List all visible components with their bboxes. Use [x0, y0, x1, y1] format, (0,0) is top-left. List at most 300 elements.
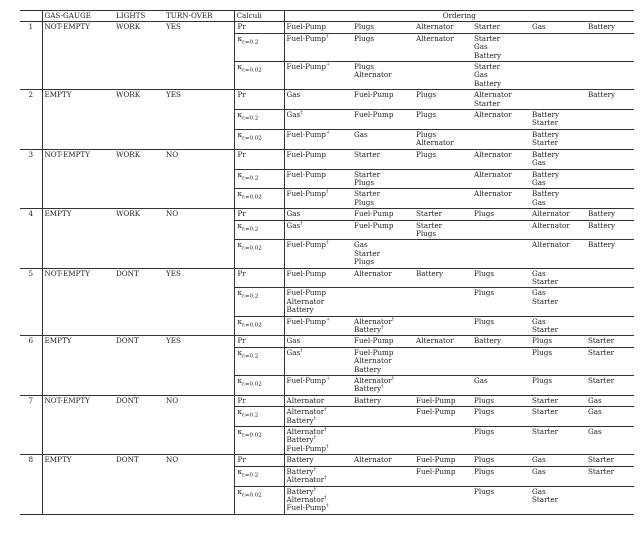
ordering-cell — [414, 209, 472, 220]
ordering-item: Alternator — [474, 169, 512, 179]
ordering-item: Gas — [588, 395, 602, 405]
ordering-cell — [352, 22, 414, 33]
calculus-subscript: ε=0.2 — [242, 293, 259, 300]
ordering-cell — [472, 455, 530, 466]
table-row — [20, 268, 634, 288]
ordering-cell — [472, 288, 530, 316]
mark-symbol: † — [313, 415, 317, 422]
ordering-item: Alternator — [474, 90, 512, 100]
gas-gauge-value: EMPTY — [42, 90, 114, 149]
ordering-item: Alternator† — [354, 316, 395, 326]
ordering-cell — [472, 347, 530, 375]
ordering-cell — [284, 209, 352, 220]
ordering-item: Plugs — [474, 209, 495, 219]
calculus-label: $\kappa_{\varepsilon=0.2}$ — [234, 466, 284, 486]
ordering-cell — [352, 407, 414, 427]
ordering-item: Fuel-Pump† — [286, 239, 329, 250]
ordering-item: Starter — [474, 22, 501, 32]
table-row — [20, 209, 634, 220]
mark-symbol: † — [324, 406, 327, 413]
ordering-cell — [414, 90, 472, 110]
ordering-item: Plugs — [354, 62, 375, 72]
ordering-item: Starter — [416, 209, 443, 219]
ordering-item: Fuel-Pump† — [286, 33, 329, 43]
lights-value: WORK — [114, 90, 164, 149]
ordering-cell — [472, 110, 530, 130]
ordering-cell — [586, 22, 634, 33]
ordering-item: Fuel-Pump — [416, 407, 456, 417]
ordering-cell — [530, 209, 586, 220]
ordering-item: Gas — [532, 466, 546, 476]
header-row — [20, 11, 634, 22]
table-row — [20, 22, 634, 33]
ordering-cell — [414, 220, 472, 240]
calculus-label: Pr — [234, 209, 284, 220]
ordering-cell — [284, 129, 352, 149]
ordering-item: Battery — [474, 336, 502, 346]
ordering-item: Gas — [532, 455, 546, 465]
ordering-cell — [586, 169, 634, 189]
ordering-item: Fuel-Pump — [354, 336, 394, 346]
ordering-item: Gas — [286, 336, 301, 346]
turn-over-value: YES — [164, 336, 234, 395]
ordering-item: Gas — [354, 240, 368, 250]
ordering-cell — [530, 220, 586, 240]
ordering-cell — [352, 220, 414, 240]
gas-gauge-value: EMPTY — [42, 209, 114, 268]
case-number: 4 — [20, 209, 42, 268]
ordering-item: Plugs — [474, 466, 495, 476]
ordering-item: Starter — [354, 169, 381, 179]
calculus-label: $\kappa_{\varepsilon=0.2}$ — [234, 110, 284, 130]
turn-over-value: NO — [164, 149, 234, 208]
ordering-item: Alternator† — [286, 406, 327, 417]
ordering-item: Alternator — [474, 110, 512, 120]
ordering-item: Fuel-Pump+ — [286, 129, 331, 139]
ordering-item: Battery — [588, 209, 616, 219]
ordering-item: Gas — [474, 376, 488, 386]
ordering-cell — [284, 90, 352, 110]
ordering-item: Fuel-Pump — [416, 455, 456, 465]
table-row — [20, 90, 634, 110]
ordering-cell — [414, 316, 472, 336]
ordering-cell — [414, 22, 472, 33]
mark-symbol: † — [325, 502, 329, 509]
ordering-cell — [352, 129, 414, 149]
calculus-label: Pr — [234, 395, 284, 406]
ordering-cell — [472, 240, 530, 268]
ordering-cell — [530, 169, 586, 189]
ordering-item: Alternator — [532, 220, 570, 230]
ordering-item: Starter — [354, 248, 381, 258]
col-header-calculi: Calculi — [234, 11, 284, 22]
turn-over-value: NO — [164, 395, 234, 454]
col-header-num — [20, 11, 42, 22]
ordering-item: Battery — [354, 395, 382, 405]
ordering-cell — [586, 376, 634, 396]
calculus-label: Pr — [234, 336, 284, 347]
calculus-label: $\kappa_{\varepsilon=0.2}$ — [234, 407, 284, 427]
gas-gauge-value: NOT-EMPTY — [42, 149, 114, 208]
ordering-item: Starter — [474, 98, 501, 108]
lights-value: DONT — [114, 268, 164, 336]
ordering-cell — [284, 189, 352, 209]
ordering-item: Fuel-Pump+ — [286, 375, 331, 386]
case-number: 1 — [20, 22, 42, 90]
ordering-cell — [530, 189, 586, 209]
ordering-cell — [284, 407, 352, 427]
calculus-label: $\kappa_{\varepsilon=0.02}$ — [234, 189, 284, 209]
ordering-item: Plugs — [354, 33, 375, 43]
mark-symbol: † — [324, 474, 327, 481]
ordering-item: Plugs — [416, 90, 437, 100]
ordering-item: Gas — [532, 197, 546, 207]
ordering-item: Alternator† — [354, 375, 395, 386]
ordering-cell — [586, 240, 634, 268]
ordering-item: Gas — [354, 129, 368, 139]
col-header-ordering: Ordering — [284, 11, 634, 22]
mark-symbol: † — [325, 33, 329, 40]
ordering-item: Fuel-Pump† — [286, 188, 329, 199]
calculus-subscript: ε=0.02 — [242, 194, 262, 201]
ordering-cell — [414, 149, 472, 169]
ordering-item: Alternator — [286, 296, 325, 306]
ordering-cell — [530, 376, 586, 396]
ordering-item: Starter — [532, 427, 559, 437]
ordering-cell — [586, 486, 634, 514]
ordering-cell — [284, 376, 352, 396]
ordering-cell — [414, 466, 472, 486]
ordering-item: Alternator† — [286, 494, 327, 504]
ordering-cell — [472, 220, 530, 240]
ordering-item: Starter — [532, 138, 559, 148]
ordering-item: Alternator — [416, 336, 454, 346]
calculus-label: $\kappa_{\varepsilon=0.02}$ — [234, 240, 284, 268]
ordering-cell — [414, 455, 472, 466]
ordering-item: Fuel-Pump — [416, 395, 456, 405]
ordering-item: Battery — [532, 149, 560, 159]
calculus-label: $\kappa_{\varepsilon=0.02}$ — [234, 316, 284, 336]
ordering-item: Alternator — [354, 268, 392, 278]
ordering-item: Plugs — [416, 110, 437, 120]
ordering-item: Starter — [532, 296, 559, 306]
calculus-label: Pr — [234, 149, 284, 169]
ordering-item: Alternator — [532, 240, 570, 250]
case-number: 6 — [20, 336, 42, 395]
ordering-cell — [586, 407, 634, 427]
ordering-cell — [472, 427, 530, 455]
mark-symbol: † — [300, 347, 303, 354]
ordering-cell — [530, 90, 586, 110]
mark-symbol: † — [391, 316, 395, 323]
ordering-item: Gas† — [286, 220, 303, 230]
ordering-cell — [352, 90, 414, 110]
calculus-subscript: ε=0.2 — [242, 412, 259, 419]
lights-value: WORK — [114, 149, 164, 208]
ordering-cell — [352, 466, 414, 486]
ordering-item: Starter — [416, 220, 443, 230]
ordering-cell — [530, 268, 586, 288]
ordering-item: Fuel-Pump — [286, 22, 326, 32]
ordering-item: Fuel-Pump† — [286, 502, 329, 513]
ordering-cell — [530, 288, 586, 316]
ordering-cell — [472, 90, 530, 110]
ordering-item: Battery — [588, 240, 616, 250]
ordering-item: Alternator — [532, 209, 570, 219]
ordering-cell — [530, 466, 586, 486]
ordering-cell — [414, 33, 472, 61]
ordering-item: Starter — [532, 276, 559, 286]
ordering-cell — [352, 169, 414, 189]
calculus-label: Pr — [234, 268, 284, 288]
lights-value: WORK — [114, 22, 164, 90]
ordering-item: Starter — [588, 466, 615, 476]
ordering-cell — [284, 455, 352, 466]
ordering-item: Gas — [532, 288, 546, 298]
mark-symbol: † — [313, 466, 317, 473]
ordering-item: Plugs — [474, 395, 495, 405]
ordering-cell — [586, 268, 634, 288]
ordering-cell — [472, 395, 530, 406]
ordering-cell — [586, 395, 634, 406]
ordering-item: Battery — [588, 22, 616, 32]
ordering-cell — [472, 376, 530, 396]
calculus-subscript: ε=0.02 — [242, 67, 262, 74]
ordering-item: Battery — [532, 129, 560, 139]
ordering-cell — [414, 407, 472, 427]
calculus-label: $\kappa_{\varepsilon=0.2}$ — [234, 288, 284, 316]
ordering-cell — [352, 316, 414, 336]
mark-symbol: † — [300, 220, 303, 227]
calculus-subscript: ε=0.2 — [242, 39, 259, 46]
ordering-item: Battery — [286, 305, 314, 315]
ordering-item: Alternator† — [286, 426, 327, 437]
turn-over-value: YES — [164, 22, 234, 90]
turn-over-value: YES — [164, 268, 234, 336]
ordering-item: Alternator — [354, 356, 392, 366]
ordering-item: Alternator — [286, 395, 325, 405]
ordering-cell — [472, 33, 530, 61]
col-header-gas-gauge: GAS-GAUGE — [42, 11, 114, 22]
ordering-cell — [414, 268, 472, 288]
ordering-table — [20, 10, 634, 515]
ordering-cell — [284, 33, 352, 61]
ordering-cell — [284, 110, 352, 130]
ordering-cell — [352, 33, 414, 61]
table-row — [20, 149, 634, 169]
ordering-cell — [586, 33, 634, 61]
calculus-subscript: ε=0.2 — [242, 174, 259, 181]
mark-symbol: † — [391, 375, 395, 382]
ordering-item: Gas — [474, 70, 488, 80]
ordering-item: Alternator — [416, 33, 454, 43]
case-number: 7 — [20, 395, 42, 454]
calculus-subscript: ε=0.2 — [242, 115, 259, 122]
ordering-item: Fuel-Pump — [286, 268, 326, 278]
ordering-item: Plugs — [354, 257, 375, 267]
ordering-cell — [472, 268, 530, 288]
calculus-label: Pr — [234, 455, 284, 466]
ordering-item: Gas — [532, 158, 546, 168]
case-number: 2 — [20, 90, 42, 149]
ordering-cell — [414, 486, 472, 514]
ordering-item: Fuel-Pump+ — [286, 61, 331, 72]
ordering-cell — [586, 90, 634, 110]
ordering-cell — [352, 336, 414, 347]
lights-value: WORK — [114, 209, 164, 268]
table-body — [20, 22, 634, 514]
ordering-item: Plugs — [474, 407, 495, 417]
ordering-cell — [530, 22, 586, 33]
ordering-cell — [352, 240, 414, 268]
ordering-item: Starter — [532, 395, 559, 405]
ordering-item: Fuel-Pump — [354, 220, 394, 230]
ordering-cell — [530, 33, 586, 61]
ordering-cell — [352, 347, 414, 375]
ordering-cell — [352, 209, 414, 220]
ordering-item: Alternator — [354, 70, 392, 80]
ordering-cell — [414, 62, 472, 90]
ordering-table-container — [20, 10, 634, 515]
ordering-cell — [284, 169, 352, 189]
turn-over-value: NO — [164, 209, 234, 268]
ordering-item: Fuel-Pump — [286, 288, 326, 298]
ordering-cell — [586, 209, 634, 220]
table-row — [20, 395, 634, 406]
ordering-cell — [586, 149, 634, 169]
mark-symbol: † — [325, 443, 329, 450]
ordering-item: Fuel-Pump — [354, 347, 394, 357]
ordering-cell — [472, 189, 530, 209]
ordering-cell — [352, 395, 414, 406]
ordering-item: Battery — [474, 78, 502, 88]
ordering-cell — [352, 110, 414, 130]
case-number: 8 — [20, 455, 42, 514]
ordering-item: Starter — [588, 455, 615, 465]
ordering-item: Plugs — [416, 228, 437, 238]
ordering-cell — [530, 240, 586, 268]
ordering-cell — [414, 129, 472, 149]
ordering-item: Starter — [354, 149, 381, 159]
lights-value: DONT — [114, 455, 164, 514]
ordering-cell — [586, 129, 634, 149]
ordering-cell — [586, 336, 634, 347]
ordering-item: Alternator — [416, 138, 454, 148]
case-number: 3 — [20, 149, 42, 208]
ordering-item: Starter — [474, 62, 501, 72]
ordering-item: Battery — [588, 90, 616, 100]
ordering-item: Plugs — [474, 288, 495, 298]
ordering-item: Plugs — [532, 336, 553, 346]
ordering-cell — [530, 427, 586, 455]
ordering-item: Plugs — [354, 197, 375, 207]
ordering-cell — [530, 395, 586, 406]
ordering-cell — [472, 407, 530, 427]
ordering-cell — [284, 22, 352, 33]
ordering-cell — [352, 189, 414, 209]
ordering-item: Battery† — [354, 324, 384, 334]
ordering-cell — [586, 347, 634, 375]
mark-symbol: † — [325, 188, 329, 195]
ordering-item: Gas — [532, 316, 546, 326]
ordering-cell — [414, 427, 472, 455]
col-header-turn-over: TURN-OVER — [164, 11, 234, 22]
ordering-item: Plugs — [474, 427, 495, 437]
calculus-subscript: ε=0.2 — [242, 353, 259, 360]
ordering-cell — [284, 395, 352, 406]
ordering-cell — [472, 466, 530, 486]
ordering-cell — [414, 395, 472, 406]
ordering-cell — [530, 347, 586, 375]
ordering-item: Starter — [354, 189, 381, 199]
ordering-cell — [284, 347, 352, 375]
ordering-cell — [530, 455, 586, 466]
ordering-cell — [352, 486, 414, 514]
ordering-item: Battery† — [354, 384, 384, 394]
ordering-cell — [352, 288, 414, 316]
ordering-item: Starter — [532, 407, 559, 417]
ordering-cell — [530, 316, 586, 336]
ordering-item: Gas — [474, 42, 488, 52]
mark-symbol: † — [324, 494, 327, 501]
ordering-cell — [414, 110, 472, 130]
ordering-item: Plugs — [354, 177, 375, 187]
calculus-label: $\kappa_{\varepsilon=0.2}$ — [234, 169, 284, 189]
turn-over-value: YES — [164, 90, 234, 149]
calculus-subscript: ε=0.02 — [242, 135, 262, 142]
ordering-item: Battery† — [286, 486, 317, 496]
ordering-item: Battery† — [286, 466, 317, 476]
ordering-cell — [472, 169, 530, 189]
ordering-cell — [352, 62, 414, 90]
ordering-item: Plugs — [474, 455, 495, 465]
ordering-cell — [586, 189, 634, 209]
ordering-cell — [472, 22, 530, 33]
mark-symbol: † — [324, 426, 327, 433]
ordering-cell — [352, 268, 414, 288]
ordering-item: Fuel-Pump — [286, 149, 326, 159]
ordering-cell — [414, 336, 472, 347]
ordering-item: Starter — [588, 376, 615, 386]
ordering-cell — [284, 427, 352, 455]
ordering-cell — [414, 347, 472, 375]
ordering-cell — [530, 336, 586, 347]
case-number: 5 — [20, 268, 42, 336]
gas-gauge-value: NOT-EMPTY — [42, 395, 114, 454]
calculus-label: $\kappa_{\varepsilon=0.2}$ — [234, 347, 284, 375]
ordering-item: Battery — [588, 220, 616, 230]
ordering-item: Plugs — [532, 347, 553, 357]
ordering-cell — [586, 110, 634, 130]
mark-symbol: + — [325, 129, 331, 136]
ordering-cell — [472, 149, 530, 169]
ordering-item: Starter — [532, 118, 559, 128]
ordering-cell — [472, 129, 530, 149]
calculus-label: $\kappa_{\varepsilon=0.2}$ — [234, 220, 284, 240]
mark-symbol: † — [325, 239, 329, 246]
ordering-item: Plugs — [354, 22, 375, 32]
table-row — [20, 455, 634, 466]
ordering-item: Alternator — [354, 455, 392, 465]
ordering-cell — [472, 316, 530, 336]
ordering-cell — [586, 466, 634, 486]
lights-value: DONT — [114, 395, 164, 454]
calculus-subscript: ε=0.2 — [242, 472, 259, 479]
ordering-item: Alternator — [416, 22, 454, 32]
ordering-item: Gas — [532, 22, 546, 32]
calculus-label: $\kappa_{\varepsilon=0.02}$ — [234, 62, 284, 90]
ordering-item: Fuel-Pump — [354, 209, 394, 219]
